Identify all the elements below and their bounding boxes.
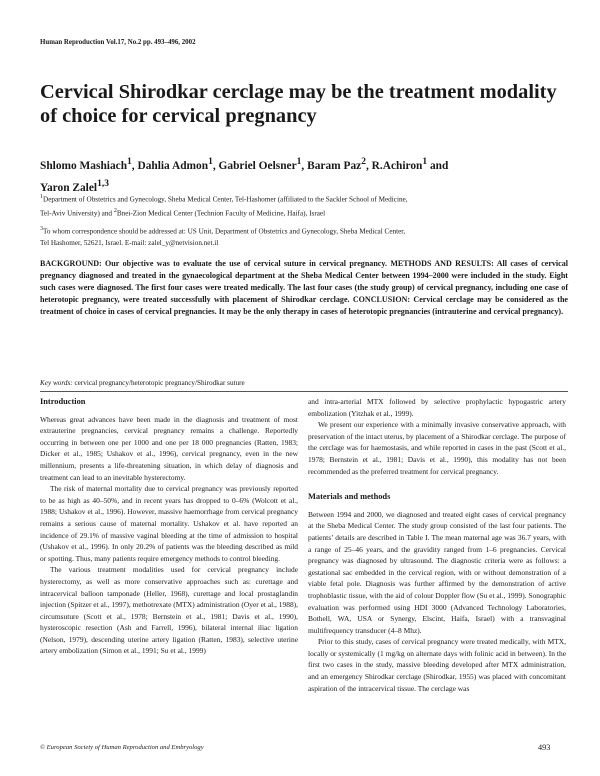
author-name: , Gabriel Oelsner — [212, 159, 297, 172]
journal-citation: Human Reproduction Vol.17, No.2 pp. 493–496, 2002 — [40, 39, 196, 46]
article-title: Cervical Shirodkar cerclage may be the treatment modality of choice for cervical pregnancy — [40, 81, 557, 127]
abstract: BACKGROUND: Our objective was to evaluate the use of cervical suture in cervical pregnancy. METHODS AND RESULTS: All cases of cervical pregnancy diagnosed and treated in the gynaecological department at the Sheba Medical Center between 1994–2000 were included in the study. Eight such cases were diagnosed. The first four cases were treated medically. The last four cases (the study group) of cervical pregnancy, including one case of heterotopic pregnancy, were treated successfully with placement of Shirodkar cerclage. CONCLUSION: Cervical cerclage may be considered as the treatment of choice in cases of cervical pregnancies. It may be the only therapy in cases of heterotopic pregnancies (intrauterine and cervical pregnancy). — [40, 259, 568, 316]
body-paragraph: The various treatment modalities used for cervical pregnancy include hysterectomy, as well as more conservative approaches such as: curettage and intracervical balloon tamponade (Heller, 1968), curettage and local prostaglandin injection (Spitzer et al., 1997), methotrexate (MTX) administration (Oyer et al., 1988), circumsuture (Scott et al., 1978; Bernstein et al., 1981; Davis et al., 1990), hysteroscopic resection (Ash and Farrell, 1996), bilateral internal iliac ligation (Nelson, 1979), descending uterine artery ligation (Ratten, 1983), selective uterine artery embolization (Simon et al., 1991; Su et al., 1999) — [40, 565, 298, 656]
affiliation-text: Department of Obstetrics and Gynecology, Sheba Medical Center, Tel-Hashomer (affiliated to the Sackler School of Medicine, — [43, 195, 408, 204]
affiliation-marker: 1 — [208, 157, 213, 167]
affiliation-marker: 2 — [113, 207, 117, 214]
affiliation-marker: 2 — [361, 157, 366, 167]
author-name: , R.Achiron — [365, 159, 423, 172]
right-column — [308, 396, 566, 694]
body-paragraph: We present our experience with a minimally invasive conservative approach, with preservation of the intact uterus, by placement of a Shirodkar cerclage. The purpose of the cerclage was for haemostasis, and while reported in cases in the past (Scott et al., 1978; Bernstein et al., 1981; Davis et al., 1990), this modality has not been recommended as the preferred treatment for cervical pregnancy. — [308, 420, 566, 476]
body-paragraph: Whereas great advances have been made in the diagnosis and treatment of most extrauterine pregnancies, cervical pregnancy remains a challenge. Reportedly occurring in between one per 1000 and one per 18 000 pregnancies (Ratten, 1983; Dicker et al., 1985; Ushakov et al., 1996), cervical pregnancy, even in the new millennium, presents a life-threatening situation, in which delay of diagnosis and treatment can lead to an inevitable hysterectomy. — [40, 414, 298, 482]
copyright-notice: © European Society of Human Reproduction and Embryology — [40, 744, 204, 751]
body-paragraph: The risk of maternal mortality due to cervical pregnancy was previously reported to be as high as 40–50%, and in recent years has dropped to 0–6% (Wolcott et al., 1988; Ushakov et al., 1996). However, massive haemorrhage from cervical pregnancy remains a serious cause of maternal mortality. Ushakov et al. have reported an incidence of 29.1% of massive vaginal bleeding at the time of admission to hospital (Ushakov et al., 1996). In only 20.2% of patients was the bleeding described as mild or spotting. Thus, many patients require emergency methods to control bleeding. — [40, 484, 298, 563]
affiliation-marker: 1 — [296, 157, 302, 167]
affiliation-marker: 1,3 — [97, 178, 109, 189]
correspondence-note — [40, 224, 570, 249]
correspondence-marker: 3 — [40, 226, 43, 232]
author-list — [40, 153, 565, 197]
affiliations — [40, 192, 570, 220]
correspondence-text: Tel Hashomer, 52621, Israel. E-mail: zalel_y@netvision.net.il — [40, 238, 219, 247]
left-column — [40, 396, 298, 657]
body-paragraph: and intra-arterial MTX followed by selective prophylactic hypogastric artery embolization (Yitzhak et al., 1999). — [308, 397, 566, 418]
affiliation-text: Tel-Aviv University) and — [40, 209, 114, 218]
section-divider — [40, 391, 568, 392]
author-name: , Baram Paz — [301, 159, 362, 172]
correspondence-text: To whom correspondence should be addressed at: US Unit, Department of Obstetrics and Gynecology, Sheba Medical Center, — [43, 227, 406, 236]
page-number: 493 — [538, 743, 551, 752]
body-paragraph: Prior to this study, cases of cervical pregnancy were treated medically, with MTX, locally or systemically (1 mg/kg on alternate days with folinic acid in between). In the first two cases in the study, massive bleeding developed after MTX administration, and an emergency Shirodkar cerclage (Shirodkar, 1955) was placed with concomitant aspiration of the intracervical tissue. The cerclage was — [308, 637, 566, 693]
affiliation-marker: 1 — [40, 194, 43, 200]
author-conjunction: and — [427, 159, 449, 172]
author-name: Yaron Zalel — [40, 181, 98, 194]
affiliation-text: Bnei-Zion Medical Center (Technion Faculty of Medicine, Haifa), Israel — [116, 209, 326, 218]
keywords-text: cervical pregnancy/heterotopic pregnancy/Shirodkar suture — [72, 379, 245, 387]
section-heading-materials-methods: Materials and methods — [308, 492, 391, 502]
section-spacer — [308, 477, 566, 491]
affiliation-marker: 1 — [422, 157, 428, 167]
keywords-label: Key words: — [40, 379, 73, 387]
affiliation-marker: 1 — [127, 157, 132, 167]
author-name: , Dahlia Admon — [131, 159, 209, 172]
author-name: Shlomo Mashiach — [40, 159, 128, 172]
body-paragraph: Between 1994 and 2000, we diagnosed and treated eight cases of cervical pregnancy at the Sheba Medical Center. The study group consisted of the last four patients. The patients’ details are described in Table I. The mean maternal age was 36.7 years, with a range of 25–46 years, and the gravidity ranged from 1–6 pregnancies. Cervical pregnancy was diagnosed by ultrasound. The diagnostic criteria were as follows: a gestational sac embedded in the cervical region, with or without demonstration of a viable fetal pole. Diagnosis was further affirmed by the demonstration of active trophoblastic tissue, with the aid of colour Doppler flow (Su et al., 1999). Sonographic evaluation was performed using HDI 3000 (Advanced Technology Laboratories, Bothell, WA, USA or Synergy, Elscint, Haifa, Israel) with a transvaginal multifrequency transducer (4–8 Mhz). — [308, 509, 566, 635]
section-heading-introduction: Introduction — [40, 397, 86, 406]
keywords — [40, 379, 245, 387]
